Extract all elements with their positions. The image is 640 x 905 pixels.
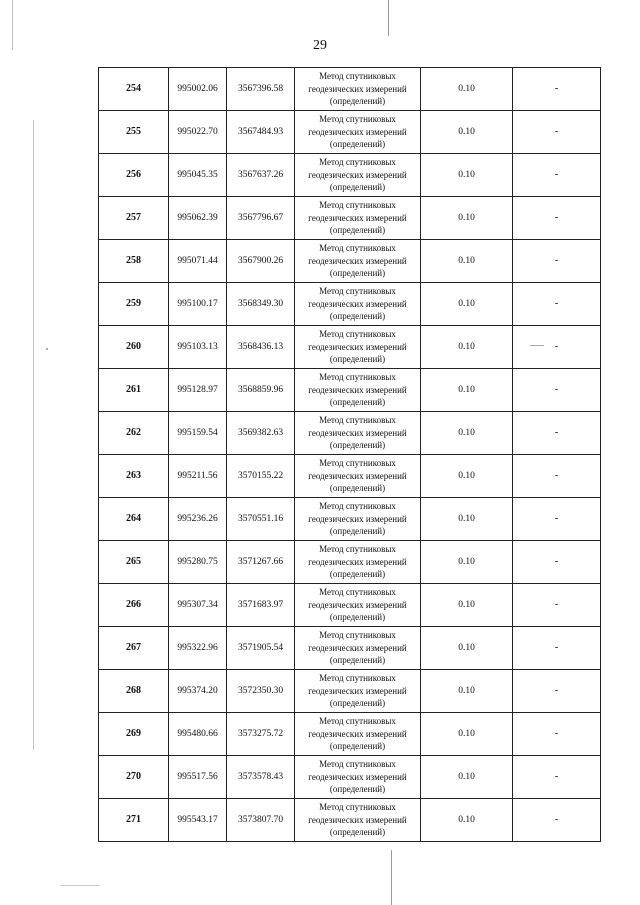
coordinates-table bbox=[98, 67, 601, 842]
table-row bbox=[99, 369, 601, 412]
method-line: (определений) bbox=[329, 784, 386, 795]
precision-cell: 0.10 bbox=[421, 197, 513, 240]
table-row bbox=[99, 713, 601, 756]
point-number-cell: 271 bbox=[99, 799, 169, 842]
x-coordinate-cell: 995103.13 bbox=[169, 326, 227, 369]
table-row bbox=[99, 283, 601, 326]
y-coordinate-cell: 3568859.96 bbox=[227, 369, 295, 412]
x-coordinate-cell: 995045.35 bbox=[169, 154, 227, 197]
note-cell: - bbox=[513, 154, 601, 197]
method-line: геодезических измерений bbox=[308, 83, 407, 94]
method-line: (определений) bbox=[329, 698, 386, 709]
precision-cell: 0.10 bbox=[421, 756, 513, 799]
point-number-cell: 268 bbox=[99, 670, 169, 713]
note-cell: - bbox=[513, 498, 601, 541]
point-number-cell: 255 bbox=[99, 111, 169, 154]
table-row bbox=[99, 455, 601, 498]
table-row bbox=[99, 412, 601, 455]
method-line: Метод спутниковых bbox=[319, 372, 396, 383]
point-number-cell: 256 bbox=[99, 154, 169, 197]
note-cell: - bbox=[513, 799, 601, 842]
note-cell: - bbox=[513, 240, 601, 283]
method-cell bbox=[295, 369, 421, 412]
method-line: (определений) bbox=[329, 311, 386, 322]
table-row bbox=[99, 627, 601, 670]
method-line: (определений) bbox=[329, 827, 386, 838]
precision-cell: 0.10 bbox=[421, 799, 513, 842]
method-cell bbox=[295, 627, 421, 670]
table-row bbox=[99, 326, 601, 369]
method-line: (определений) bbox=[329, 397, 386, 408]
method-cell bbox=[295, 584, 421, 627]
table-row bbox=[99, 498, 601, 541]
x-coordinate-cell: 995071.44 bbox=[169, 240, 227, 283]
point-number-cell: 254 bbox=[99, 68, 169, 111]
method-cell bbox=[295, 541, 421, 584]
method-line: (определений) bbox=[329, 139, 386, 150]
x-coordinate-cell: 995517.56 bbox=[169, 756, 227, 799]
y-coordinate-cell: 3571683.97 bbox=[227, 584, 295, 627]
method-line: (определений) bbox=[329, 96, 386, 107]
x-coordinate-cell: 995002.06 bbox=[169, 68, 227, 111]
method-line: геодезических измерений bbox=[308, 341, 407, 352]
table-row bbox=[99, 111, 601, 154]
table-row bbox=[99, 584, 601, 627]
method-cell bbox=[295, 154, 421, 197]
x-coordinate-cell: 995062.39 bbox=[169, 197, 227, 240]
method-line: геодезических измерений bbox=[308, 298, 407, 309]
method-line: Метод спутниковых bbox=[319, 587, 396, 598]
x-coordinate-cell: 995280.75 bbox=[169, 541, 227, 584]
point-number-cell: 263 bbox=[99, 455, 169, 498]
method-line: (определений) bbox=[329, 483, 386, 494]
y-coordinate-cell: 3570551.16 bbox=[227, 498, 295, 541]
method-cell bbox=[295, 283, 421, 326]
method-line: Метод спутниковых bbox=[319, 802, 396, 813]
scan-artifact-top-line bbox=[388, 0, 389, 36]
y-coordinate-cell: 3573578.43 bbox=[227, 756, 295, 799]
x-coordinate-cell: 995211.56 bbox=[169, 455, 227, 498]
x-coordinate-cell: 995543.17 bbox=[169, 799, 227, 842]
note-cell: - bbox=[513, 670, 601, 713]
point-number-cell: 267 bbox=[99, 627, 169, 670]
method-cell bbox=[295, 713, 421, 756]
y-coordinate-cell: 3567396.58 bbox=[227, 68, 295, 111]
table-row bbox=[99, 670, 601, 713]
table-row bbox=[99, 68, 601, 111]
y-coordinate-cell: 3573807.70 bbox=[227, 799, 295, 842]
x-coordinate-cell: 995236.26 bbox=[169, 498, 227, 541]
scan-artifact-left-margin bbox=[33, 120, 34, 750]
method-line: Метод спутниковых bbox=[319, 716, 396, 727]
method-cell bbox=[295, 670, 421, 713]
note-cell: - bbox=[513, 455, 601, 498]
point-number-cell: 262 bbox=[99, 412, 169, 455]
method-line: геодезических измерений bbox=[308, 212, 407, 223]
precision-cell: 0.10 bbox=[421, 412, 513, 455]
y-coordinate-cell: 3567484.93 bbox=[227, 111, 295, 154]
method-cell bbox=[295, 455, 421, 498]
note-cell: - bbox=[513, 283, 601, 326]
y-coordinate-cell: 3572350.30 bbox=[227, 670, 295, 713]
point-number-cell: 270 bbox=[99, 756, 169, 799]
method-line: (определений) bbox=[329, 612, 386, 623]
method-cell bbox=[295, 799, 421, 842]
table-row bbox=[99, 240, 601, 283]
method-line: Метод спутниковых bbox=[319, 114, 396, 125]
method-line: геодезических измерений bbox=[308, 814, 407, 825]
method-cell bbox=[295, 498, 421, 541]
method-line: (определений) bbox=[329, 354, 386, 365]
table-row bbox=[99, 756, 601, 799]
y-coordinate-cell: 3569382.63 bbox=[227, 412, 295, 455]
note-cell: - bbox=[513, 68, 601, 111]
point-number-cell: 259 bbox=[99, 283, 169, 326]
y-coordinate-cell: 3568436.13 bbox=[227, 326, 295, 369]
x-coordinate-cell: 995480.66 bbox=[169, 713, 227, 756]
method-cell bbox=[295, 240, 421, 283]
note-cell: - bbox=[513, 111, 601, 154]
y-coordinate-cell: 3568349.30 bbox=[227, 283, 295, 326]
method-line: Метод спутниковых bbox=[319, 458, 396, 469]
method-line: геодезических измерений bbox=[308, 384, 407, 395]
scan-artifact-bottom-line bbox=[391, 850, 392, 905]
method-cell bbox=[295, 326, 421, 369]
precision-cell: 0.10 bbox=[421, 111, 513, 154]
note-cell: - bbox=[513, 541, 601, 584]
method-line: Метод спутниковых bbox=[319, 630, 396, 641]
scan-artifact-speck bbox=[60, 885, 100, 886]
table-row bbox=[99, 541, 601, 584]
x-coordinate-cell: 995128.97 bbox=[169, 369, 227, 412]
point-number-cell: 265 bbox=[99, 541, 169, 584]
note-cell: - bbox=[513, 713, 601, 756]
y-coordinate-cell: 3571267.66 bbox=[227, 541, 295, 584]
method-line: геодезических измерений bbox=[308, 599, 407, 610]
x-coordinate-cell: 995307.34 bbox=[169, 584, 227, 627]
method-cell bbox=[295, 111, 421, 154]
method-line: геодезических измерений bbox=[308, 169, 407, 180]
note-cell: - bbox=[513, 326, 601, 369]
x-coordinate-cell: 995022.70 bbox=[169, 111, 227, 154]
note-cell: - bbox=[513, 197, 601, 240]
method-line: геодезических измерений bbox=[308, 728, 407, 739]
method-line: (определений) bbox=[329, 526, 386, 537]
method-line: Метод спутниковых bbox=[319, 501, 396, 512]
method-cell bbox=[295, 412, 421, 455]
table-row bbox=[99, 799, 601, 842]
method-line: (определений) bbox=[329, 225, 386, 236]
point-number-cell: 257 bbox=[99, 197, 169, 240]
method-line: (определений) bbox=[329, 569, 386, 580]
precision-cell: 0.10 bbox=[421, 498, 513, 541]
method-line: геодезических измерений bbox=[308, 126, 407, 137]
method-line: геодезических измерений bbox=[308, 513, 407, 524]
point-number-cell: 260 bbox=[99, 326, 169, 369]
precision-cell: 0.10 bbox=[421, 68, 513, 111]
method-line: геодезических измерений bbox=[308, 556, 407, 567]
note-cell: - bbox=[513, 412, 601, 455]
method-line: Метод спутниковых bbox=[319, 157, 396, 168]
precision-cell: 0.10 bbox=[421, 154, 513, 197]
page-number: 29 bbox=[313, 38, 327, 53]
scan-artifact-speck bbox=[46, 348, 48, 350]
y-coordinate-cell: 3570155.22 bbox=[227, 455, 295, 498]
method-line: Метод спутниковых bbox=[319, 329, 396, 340]
precision-cell: 0.10 bbox=[421, 541, 513, 584]
method-line: Метод спутниковых bbox=[319, 544, 396, 555]
method-cell bbox=[295, 756, 421, 799]
method-cell bbox=[295, 197, 421, 240]
y-coordinate-cell: 3573275.72 bbox=[227, 713, 295, 756]
method-line: Метод спутниковых bbox=[319, 200, 396, 211]
precision-cell: 0.10 bbox=[421, 283, 513, 326]
method-line: Метод спутниковых bbox=[319, 71, 396, 82]
precision-cell: 0.10 bbox=[421, 584, 513, 627]
precision-cell: 0.10 bbox=[421, 455, 513, 498]
method-line: Метод спутниковых bbox=[319, 286, 396, 297]
point-number-cell: 269 bbox=[99, 713, 169, 756]
method-line: геодезических измерений bbox=[308, 255, 407, 266]
method-line: (определений) bbox=[329, 268, 386, 279]
method-line: геодезических измерений bbox=[308, 470, 407, 481]
precision-cell: 0.10 bbox=[421, 627, 513, 670]
method-line: Метод спутниковых bbox=[319, 673, 396, 684]
method-line: Метод спутниковых bbox=[319, 243, 396, 254]
precision-cell: 0.10 bbox=[421, 240, 513, 283]
method-line: геодезических измерений bbox=[308, 642, 407, 653]
note-cell: - bbox=[513, 627, 601, 670]
y-coordinate-cell: 3571905.54 bbox=[227, 627, 295, 670]
method-line: Метод спутниковых bbox=[319, 415, 396, 426]
method-line: (определений) bbox=[329, 741, 386, 752]
precision-cell: 0.10 bbox=[421, 326, 513, 369]
table-row bbox=[99, 154, 601, 197]
y-coordinate-cell: 3567796.67 bbox=[227, 197, 295, 240]
method-line: (определений) bbox=[329, 655, 386, 666]
x-coordinate-cell: 995159.54 bbox=[169, 412, 227, 455]
method-line: геодезических измерений bbox=[308, 427, 407, 438]
note-cell: - bbox=[513, 369, 601, 412]
precision-cell: 0.10 bbox=[421, 713, 513, 756]
point-number-cell: 266 bbox=[99, 584, 169, 627]
x-coordinate-cell: 995322.96 bbox=[169, 627, 227, 670]
y-coordinate-cell: 3567637.26 bbox=[227, 154, 295, 197]
method-line: (определений) bbox=[329, 182, 386, 193]
note-cell: - bbox=[513, 756, 601, 799]
x-coordinate-cell: 995374.20 bbox=[169, 670, 227, 713]
method-line: геодезических измерений bbox=[308, 771, 407, 782]
point-number-cell: 261 bbox=[99, 369, 169, 412]
method-line: геодезических измерений bbox=[308, 685, 407, 696]
method-cell bbox=[295, 68, 421, 111]
precision-cell: 0.10 bbox=[421, 670, 513, 713]
note-cell: - bbox=[513, 584, 601, 627]
point-number-cell: 258 bbox=[99, 240, 169, 283]
method-line: (определений) bbox=[329, 440, 386, 451]
y-coordinate-cell: 3567900.26 bbox=[227, 240, 295, 283]
point-number-cell: 264 bbox=[99, 498, 169, 541]
x-coordinate-cell: 995100.17 bbox=[169, 283, 227, 326]
method-line: Метод спутниковых bbox=[319, 759, 396, 770]
table-row bbox=[99, 197, 601, 240]
precision-cell: 0.10 bbox=[421, 369, 513, 412]
